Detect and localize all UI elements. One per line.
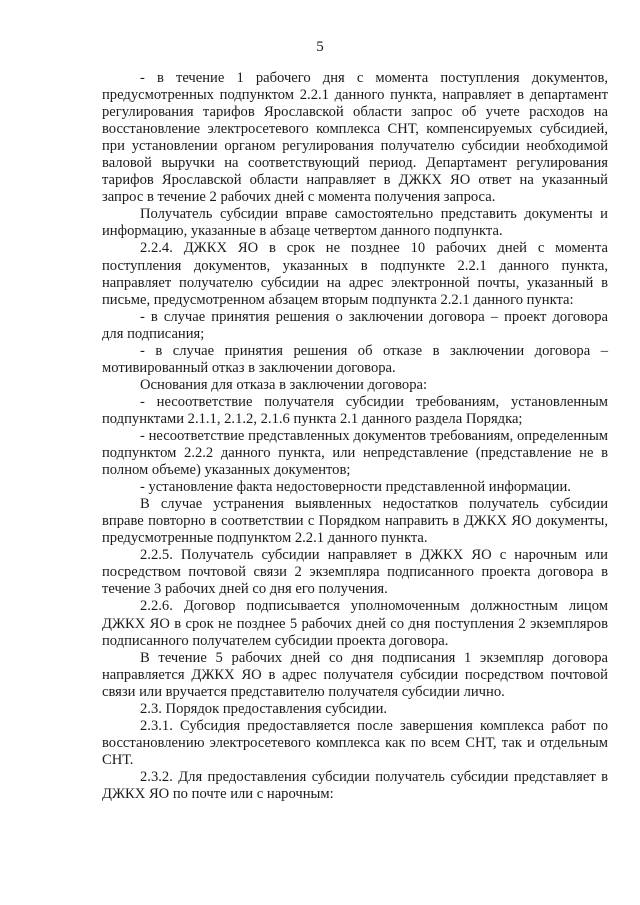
paragraph-contract-delivery: В течение 5 рабочих дней со дня подписания 1 экземпляр договора направляется ДЖКХ ЯО в адрес получателя субсидии посредством почтовой связи или вручается представителю получателя субсидии лично. bbox=[102, 649, 608, 700]
paragraph-2-3-2: 2.3.2. Для предоставления субсидии получатель субсидии представляет в ДЖКХ ЯО по почте или с нарочным: bbox=[102, 768, 608, 802]
paragraph-2-2-4: 2.2.4. ДЖКХ ЯО в срок не позднее 10 рабочих дней с момента поступления документов, указанных в подпункте 2.2.1 данного пункта, направляет получателю субсидии на адрес электронной почты, указанный в письме, предусмотренном абзацем вторым подпункта 2.2.1 данного пункта: bbox=[102, 240, 608, 308]
page-number: 5 bbox=[316, 39, 324, 55]
paragraph-2-2-5: 2.2.5. Получатель субсидии направляет в ДЖКХ ЯО с нарочным или посредством почтовой связи 2 экземпляра подписанного проекта договора в течение 3 рабочих дней со дня его получения. bbox=[102, 547, 608, 598]
paragraph-2-2-6: 2.2.6. Договор подписывается уполномоченным должностным лицом ДЖКХ ЯО в срок не позднее 5 рабочих дней со дня поступления 2 экземпляров подписанного получателем субсидии проекта договора. bbox=[102, 598, 608, 649]
paragraph-2-3: 2.3. Порядок предоставления субсидии. bbox=[140, 700, 388, 717]
paragraph-tariff-request: - в течение 1 рабочего дня с момента поступления документов, предусмотренных подпунктом 2.2.1 данного пункта, направляет в департамент регулирования тарифов Ярославской области запрос об учете расходов на восстановление электросетевого комплекса СНТ, компенсируемых субсидией, при установлении органом регулирования получателю субсидии необходимой валовой выручки на соответствующий период. Департамент регулирования тарифов Ярославской области направляет в ДЖКХ ЯО ответ на указанный запрос в течение 2 рабочих дней с момента получения запроса. bbox=[102, 70, 608, 206]
paragraph-refusal: - в случае принятия решения об отказе в заключении договора – мотивированный отказ в заключении договора. bbox=[102, 342, 608, 376]
paragraph-draft-contract: - в случае принятия решения о заключении договора – проект договора для подписания; bbox=[102, 308, 608, 342]
paragraph-ground-false-info: - установление факта недостоверности представленной информации. bbox=[140, 479, 571, 496]
paragraph-refusal-grounds: Основания для отказа в заключении договора: bbox=[140, 376, 428, 393]
paragraph-ground-requirements: - несоответствие получателя субсидии требованиям, установленным подпунктами 2.1.1, 2.1.2, 2.1.6 пункта 2.1 данного раздела Порядка; bbox=[102, 393, 608, 427]
paragraph-own-documents: Получатель субсидии вправе самостоятельно представить документы и информацию, указанные в абзаце четвертом данного подпункта. bbox=[102, 206, 608, 240]
paragraph-resubmission: В случае устранения выявленных недостатков получатель субсидии вправе повторно в соответствии с Порядком направить в ДЖКХ ЯО документы, предусмотренные подпунктом 2.2.1 данного пункта. bbox=[102, 496, 608, 547]
document-body bbox=[102, 70, 608, 803]
paragraph-ground-documents: - несоответствие представленных документов требованиям, определенным подпунктом 2.2.2 данного пункта, или непредставление (представление не в полном объеме) указанных документов; bbox=[102, 427, 608, 479]
paragraph-2-3-1: 2.3.1. Субсидия предоставляется после завершения комплекса работ по восстановлению электросетевого комплекса как по всем СНТ, так и отдельным СНТ. bbox=[102, 717, 608, 768]
